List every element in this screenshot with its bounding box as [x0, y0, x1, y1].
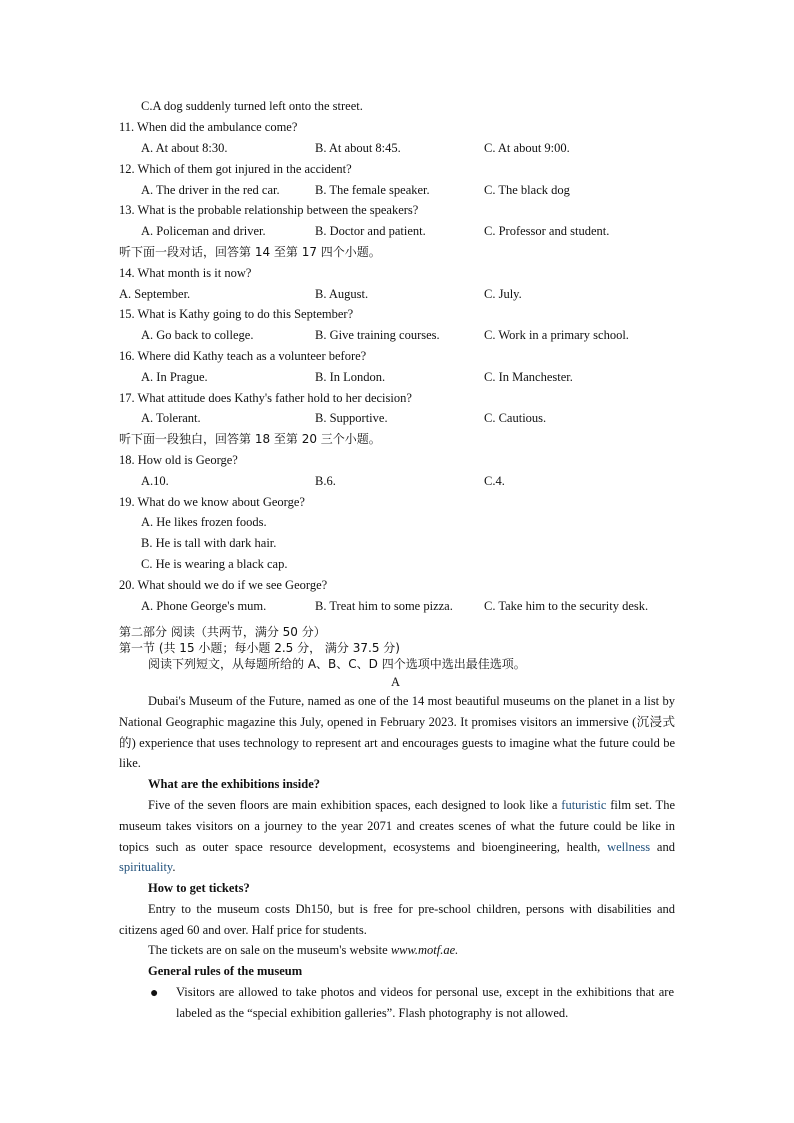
- option-c: C. Professor and student.: [484, 224, 610, 238]
- option-a: A.10.: [141, 474, 169, 488]
- rule-1: Visitors are allowed to take photos and videos for personal use, except in the exhibitions that are labeled as the “special exhibition galleries”. Flash photography is not allowed.: [176, 985, 674, 1020]
- section-title: 第一节 (共 15 小题；每小题 2.5 分， 满分 37.5 分): [119, 641, 400, 655]
- question-11: 11. When did the ambulance come?: [119, 120, 298, 134]
- question-20-options: [0, 598, 794, 614]
- question-14-options: [0, 286, 794, 302]
- question-14: 14. What month is it now?: [119, 266, 252, 280]
- section-instruction-14-17: 听下面一段对话，回答第 14 至第 17 四个小题。: [119, 245, 381, 259]
- option-a: A. Phone George's mum.: [141, 599, 267, 613]
- option-b: B. Supportive.: [315, 411, 388, 425]
- option-b: B. In London.: [315, 370, 386, 384]
- heading-tickets: How to get tickets?: [148, 881, 250, 895]
- option-c: C. At about 9:00.: [484, 141, 570, 155]
- question-16: 16. Where did Kathy teach as a volunteer before?: [119, 349, 367, 363]
- option-b: B. August.: [315, 287, 369, 301]
- text-segment: The tickets are on sale on the museum's website: [148, 943, 391, 957]
- question-13-options: [0, 223, 794, 239]
- exhibitions-paragraph: [119, 795, 675, 878]
- option-c: C.4.: [484, 474, 505, 488]
- option-a: A. In Prague.: [141, 370, 208, 384]
- option-a: A. Policeman and driver.: [141, 224, 266, 238]
- question-15: 15. What is Kathy going to do this September?: [119, 307, 354, 321]
- bullet-icon: ●: [150, 986, 159, 1001]
- link-futuristic[interactable]: futuristic: [561, 798, 607, 812]
- option-b: B. Treat him to some pizza.: [315, 599, 453, 613]
- option-a: A. Go back to college.: [141, 328, 254, 342]
- text-segment: film set. The museum takes visitors on a journey to the year 2071 and creates scenes of what the future could be like in topics such as outer space resource development, ecosystems and bioengineering, health,: [119, 798, 675, 854]
- link-wellness[interactable]: wellness: [607, 839, 651, 854]
- text-segment: Five of the seven floors are main exhibition spaces, each designed to look like a: [148, 798, 562, 812]
- option-a: A. Tolerant.: [141, 411, 201, 425]
- question-18: 18. How old is George?: [119, 453, 238, 467]
- text-segment: and: [650, 839, 675, 854]
- q10-option-c: C.A dog suddenly turned left onto the street.: [141, 99, 363, 113]
- option-c: C. He is wearing a black cap.: [141, 557, 288, 571]
- part-title: 第二部分 阅读（共两节，满分 50 分）: [119, 625, 326, 639]
- question-11-options: [0, 140, 794, 156]
- option-b: B.6.: [315, 474, 336, 488]
- question-16-options: [0, 369, 794, 385]
- heading-exhibitions: What are the exhibitions inside?: [148, 777, 321, 791]
- tickets-paragraph: Entry to the museum costs Dh150, but is free for pre-school children, persons with disabilities and citizens aged 60 and over. Half price for students.: [119, 902, 675, 937]
- section-instruction-18-20: 听下面一段独白，回答第 18 至第 20 三个小题。: [119, 432, 381, 446]
- option-b: B. Give training courses.: [315, 328, 440, 342]
- text-segment: .: [172, 860, 176, 875]
- question-18-options: [0, 473, 794, 489]
- intro-paragraph: Dubai's Museum of the Future, named as one of the 14 most beautiful museums on the planet in a list by National Geographic magazine this July, opened in February 2023. It promises visitors an immersive (沉浸式的) experience that uses technology to represent art and encourages guests to imagine what the future could be like.: [119, 694, 675, 771]
- option-b: B. Doctor and patient.: [315, 224, 426, 238]
- option-b: B. He is tall with dark hair.: [141, 536, 277, 550]
- option-b: B. At about 8:45.: [315, 141, 401, 155]
- option-c: C. Cautious.: [484, 411, 547, 425]
- option-c: C. Take him to the security desk.: [484, 599, 649, 613]
- question-17: 17. What attitude does Kathy's father hold to her decision?: [119, 391, 412, 405]
- option-c: C. The black dog: [484, 183, 570, 197]
- passage-letter: A: [391, 675, 401, 689]
- link-spirituality[interactable]: spirituality: [119, 860, 173, 875]
- option-a: A. He likes frozen foods.: [141, 515, 267, 529]
- option-c: C. In Manchester.: [484, 370, 573, 384]
- question-19: 19. What do we know about George?: [119, 495, 305, 509]
- question-15-options: [0, 327, 794, 343]
- option-a: A. The driver in the red car.: [141, 183, 280, 197]
- question-12-options: [0, 182, 794, 198]
- question-13: 13. What is the probable relationship between the speakers?: [119, 203, 419, 217]
- option-c: C. Work in a primary school.: [484, 328, 629, 342]
- option-a: A. At about 8:30.: [141, 141, 228, 155]
- option-b: B. The female speaker.: [315, 183, 430, 197]
- question-20: 20. What should we do if we see George?: [119, 578, 328, 592]
- question-17-options: [0, 410, 794, 426]
- option-a: A. September.: [119, 287, 191, 301]
- reading-instructions: 阅读下列短文，从每题所给的 A、B、C、D 四个选项中选出最佳选项。: [148, 657, 526, 671]
- heading-rules: General rules of the museum: [148, 964, 303, 978]
- question-12: 12. Which of them got injured in the accident?: [119, 162, 352, 176]
- website-url[interactable]: www.motf.ae.: [390, 943, 459, 957]
- option-c: C. July.: [484, 287, 522, 301]
- website-line: [148, 942, 458, 958]
